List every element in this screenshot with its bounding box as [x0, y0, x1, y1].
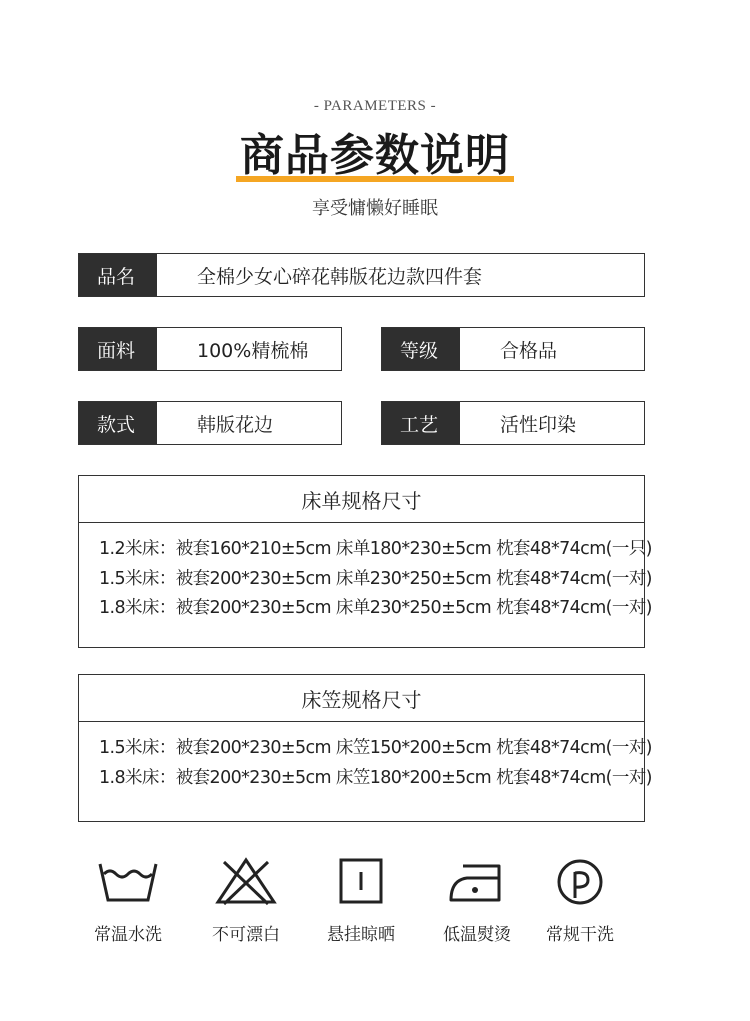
care-item-hang-dry — [306, 856, 416, 945]
hang-dry-icon — [329, 856, 393, 906]
sheet-spec-table — [78, 475, 652, 648]
param-value-name: 全棉少女心碎花韩版花边款四件套 — [197, 265, 483, 288]
page-title — [236, 128, 514, 184]
param-label-fabric: 面料 — [79, 328, 157, 370]
care-item-dry-clean — [525, 856, 635, 945]
param-row-craft — [381, 401, 645, 445]
param-label-name: 品名 — [79, 254, 157, 296]
care-label: 悬挂晾晒 — [327, 925, 395, 945]
sheet-spec-line: 1.8米床：被套200*230±5cm 床单230*250±5cm 枕套48*74cm(一对) — [99, 598, 652, 618]
care-item-no-bleach — [191, 856, 301, 945]
page-title-text: 商品参数说明 — [240, 130, 510, 181]
care-item-low-iron — [422, 856, 532, 945]
no-bleach-icon — [214, 856, 278, 906]
param-value-craft: 活性印染 — [500, 413, 577, 436]
param-value-style: 韩版花边 — [197, 413, 274, 436]
fitted-spec-title: 床笠规格尺寸 — [79, 675, 644, 722]
param-row-grade — [381, 327, 645, 371]
param-row-style — [78, 401, 342, 445]
param-row-fabric — [78, 327, 342, 371]
care-label: 低温熨烫 — [443, 925, 511, 945]
param-row-name — [78, 253, 645, 297]
param-label-style: 款式 — [79, 402, 157, 444]
wash-tub-icon — [96, 856, 160, 906]
care-label: 不可漂白 — [212, 925, 280, 945]
care-label: 常温水洗 — [94, 925, 162, 945]
care-item-wash — [73, 856, 183, 945]
param-value-grade: 合格品 — [500, 339, 558, 362]
fitted-spec-table — [78, 674, 652, 822]
fitted-spec-line: 1.8米床：被套200*230±5cm 床笠180*200±5cm 枕套48*74cm(一对) — [99, 767, 652, 788]
sheet-spec-line: 1.5米床：被套200*230±5cm 床单230*250±5cm 枕套48*74cm(一对) — [99, 568, 652, 589]
dry-clean-p-icon — [548, 856, 612, 906]
title-wrap — [0, 128, 750, 184]
page-subtitle: 享受慵懒好睡眠 — [312, 198, 438, 219]
param-label-craft: 工艺 — [382, 402, 460, 444]
sheet-spec-title: 床单规格尺寸 — [79, 476, 644, 523]
section-eyebrow: - PARAMETERS - — [313, 98, 437, 114]
sheet-spec-line: 1.2米床：被套160*210±5cm 床单180*230±5cm 枕套48*74cm(一只) — [99, 539, 652, 559]
care-label: 常规干洗 — [546, 925, 614, 945]
param-label-grade: 等级 — [382, 328, 460, 370]
param-value-fabric: 100%精梳棉 — [197, 339, 309, 362]
fitted-spec-line: 1.5米床：被套200*230±5cm 床笠150*200±5cm 枕套48*74cm(一对) — [99, 738, 652, 758]
low-iron-icon — [445, 856, 509, 906]
